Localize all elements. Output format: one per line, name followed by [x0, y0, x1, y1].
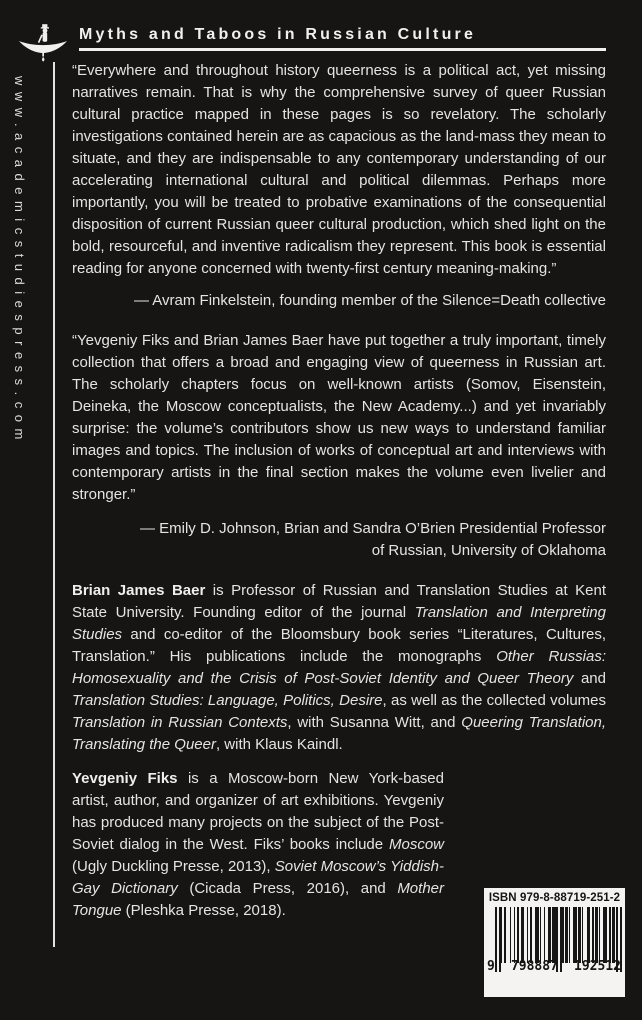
vertical-divider — [53, 62, 55, 947]
title-underline — [79, 48, 606, 51]
author-bio-fiks: Yevgeniy Fiks is a Moscow-born New York-based artist, author, and organizer of art exhibitions. Yevgeniy has produced many projects on the subject of the Post-Soviet dialog in the West. Fiks’ books include Moscow (Ugly Duckling Presse, 2013), Soviet Moscow’s Yiddish-Gay Dictionary (Cicada Press, 2016), and Mother Tongue (Pleshka Presse, 2018). — [72, 770, 444, 919]
book-title: Myths and Taboos in Russian Culture — [79, 26, 477, 43]
review-quote-johnson: “Yevgeniy Fiks and Brian James Baer have put together a truly important, timely collection that offers a broad and engaging view of queerness in Russian art. The scholarly chapters focus on well-known artists (Somov, Eisenstein, Deineka, the Moscow conceptualists, the New Academy...) and yet invariably surprise: the volume’s contributors show us new ways to understand familiar images and topics. The inclusion of works of conceptual art and interviews with contemporary artists in the final section makes the volume even livelier and stronger.” — [72, 332, 606, 503]
review-quote-finkelstein: “Everywhere and throughout history queerness is a political act, yet missing narratives remain. That is why the comprehensive survey of queer Russian cultural practice mapped in these pages is so revelatory. The scholarly investigations contained herein are as capacious as the land-mass they mean to situate, and they are indispensable to any contemporary understanding of our accelerating international cultural and political dilemmas. Perhaps more importantly, you will be treated to probative examinations of the consequential disposition of current Russian queer cultural production, which shed light on the bold, resourceful, and inventive radicalism they represent. This book is essential reading for anyone concerned with twenty-first century meaning-making.” — [72, 62, 606, 277]
review-attribution-finkelstein: — Avram Finkelstein, founding member of the Silence=Death collective — [133, 292, 606, 309]
isbn-number-label: ISBN 979-8-88719-251-2 — [488, 892, 621, 904]
barcode-digit-lead: 9 — [487, 959, 495, 974]
isbn-barcode — [484, 888, 625, 997]
barcode-digits — [487, 959, 621, 975]
back-cover-text — [72, 60, 606, 922]
review-attribution-johnson: — Emily D. Johnson, Brian and Sandra O’Brien Presidential Professor of Russian, University of Oklahoma — [139, 520, 606, 559]
publisher-website-url: www.academicstudiespress.com — [12, 76, 27, 446]
author-bio-baer: Brian James Baer is Professor of Russian and Translation Studies at Kent State University. Founding editor of the journal Translation and Interpreting Studies and co-editor of the Bloomsbury book series “Literatures, Cultures, Translation.” His publications include the monographs Other Russias: Homosexuality and the Crisis of Post-Soviet Identity and Queer Theory and Translation Studies: Language, Politics, Desire, as well as the collected volumes Translation in Russian Contexts, with Susanna Witt, and Queering Translation, Translating the Queer, with Klaus Kaindl. — [72, 582, 607, 753]
publisher-boat-logo-icon — [19, 22, 67, 62]
barcode-digit-group-2: 192512 — [574, 959, 621, 974]
barcode-digit-group-1: 798887 — [510, 959, 558, 974]
